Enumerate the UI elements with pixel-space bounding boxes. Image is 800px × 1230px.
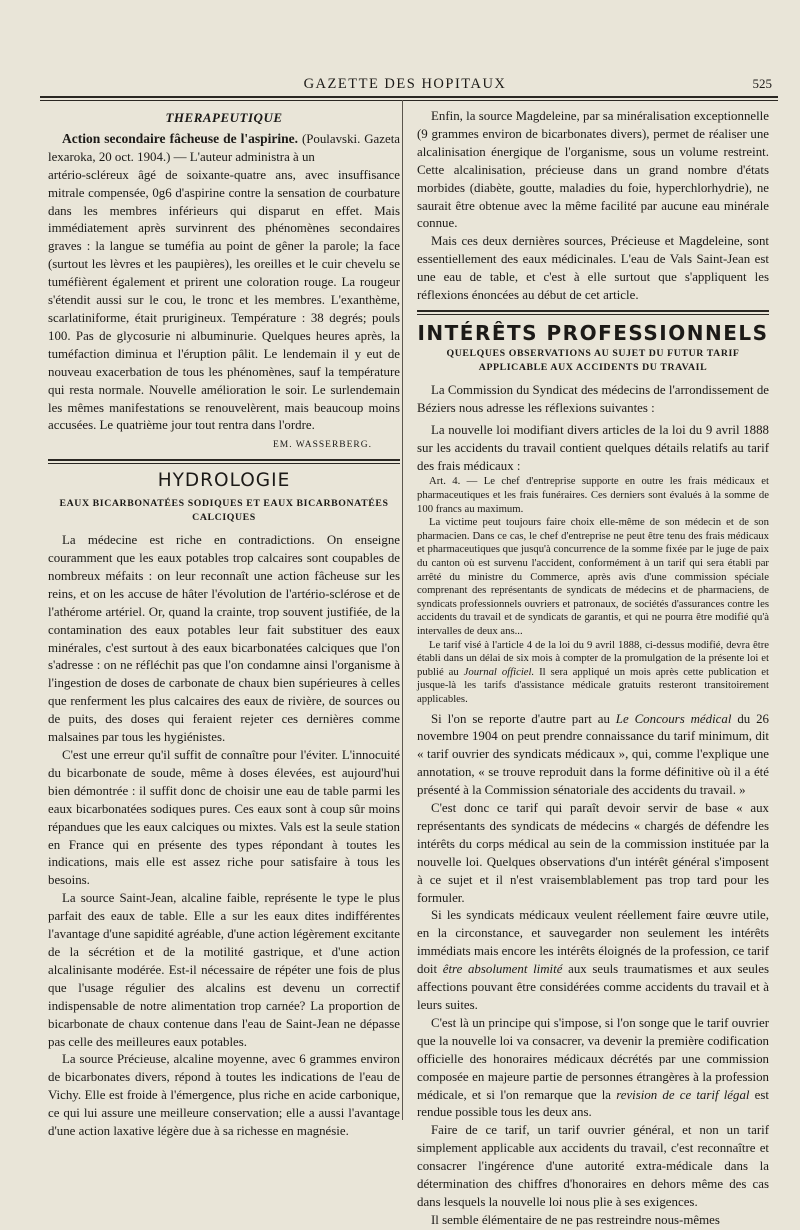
absolument-limite-emphasis: être absolument limité: [442, 962, 563, 977]
concours-medical-ref: Le Concours médical: [615, 711, 732, 726]
section-title-interets: INTÉRÊTS PROFESSIONNELS: [417, 320, 769, 345]
paragraph-concours: Si l'on se reporte d'autre part au Le Concours médical du 26 novembre 1904 on peut prendre connaissance du tarif minimum, dit « tarif ouvrier des syndicats médicaux », qui, comme l'explique une annotation, « se trouve reproduit dans la forme définitive où il a été présenté à la Commission sénatoriale des accidents du travail. »: [417, 711, 769, 798]
page-header-title: GAZETTE DES HOPITAUX: [303, 76, 507, 92]
hydrologie-paragraph-5: Enfin, la source Magdeleine, par sa minéralisation exceptionnelle (9 grammes environ de bicarbonates divers), permet de réaliser une alcalinisation énergique de l'organisme, sous un volume restreint. Cette alcalinisation, précieuse dans un grand nombre d'états morbides (diabète, goutte, maladies du foie, hyperchlorhydrie), ne saurait être obtenue avec la même facilité par aucune eau minérale connue.: [417, 109, 769, 231]
article-aspirine-body: artério-scléreux âgé de soixante-quatre ans, avec insuffisance mitrale compensée, 0g6 d'aspirine contre la sensation de courbature dans les membres inférieurs qui disparut en effet. Mais immédiatement après survinrent des phénomènes secondaires graves : la langue se tuméfia au point de gêner la parole; la face (surtout les lèvres et les paupières), les oreilles et le cuir chevelu se tuméfièrent également et prirent une coloration rouge. La rougeur s'étendit aussi sur le cou, le tronc et les membres. L'exanthème, scarlatiniforme, était prurigineux. Température : 38 degrés; pouls 100. Pas de glycosurie ni albuminurie. Quelques heures après, la tuméfaction diminua et l'éruption pâlit. Le lendemain il y eut de nouveau exacerbation de tous les phénomènes, sauf la température qui resta normale. Nouvelle amélioration le soir. Le surlendemain les mêmes manifestations se renouvelèrent, mais beaucoup moins accusées. Le quatrième jour tout rentra dans l'ordre.: [48, 167, 400, 433]
header-rule: [40, 96, 778, 98]
hydrologie-paragraph-3: La source Saint-Jean, alcaline faible, représente le type le plus parfait des eaux de table. Elle a sur les eaux dites indifférentes l'avantage d'une sapidité agréable, d'une action légèrement excitante de la sécrétion et de la motilité gastrique, et d'une action alcalinisante modérée. Est-il nécessaire de répéter une fois de plus que l'usage régulier des alcalins est devenu un correctif indispensable de notre alimentation trop carnée? La proportion de bicarbonate de chaux contenue dans l'eau de Saint-Jean ne dépasse pas celle des meilleures eaux potables.: [48, 891, 400, 1049]
rubric-therapeutique: THERAPEUTIQUE: [165, 110, 283, 125]
hydrologie-paragraph-1: La médecine est riche en contradictions. On enseigne couramment que les eaux potables trop calcaires sont coupables de nombreux méfaits : on leur reconnaît une action fâcheuse sur les reins, et on les accuse de hâter l'évolution de l'artério-sclérose et de l'athérome artériel. Or, quand la crainte, trop souvent justifiée, de la contamination des eaux potables leur fait substituer des eaux minérales, c'est surtout à des eaux bicarbonatées calciques que l'on s'adresse : on ne réfléchit pas que l'on condamne ainsi l'organisme à l'ingestion de doses de carbonate de chaux bien supérieures à celles que renferment les plus calcaires des eaux de rivière, de sources ou de puits, des doses qui feraient rejeter ces dernières comme malsaines par tous les hygiénistes.: [48, 533, 400, 745]
hydrologie-paragraph-4: La source Précieuse, alcaline moyenne, avec 6 grammes environ de bicarbonates divers, répond à toutes les indications de l'eau de Vichy. Elle est froide à l'émergence, plus riche en acide carbonique, ce qui lui assure une meilleure conservation; elle a aussi l'avantage d'une action laxative légère due à sa richesse en magnésie.: [48, 1052, 400, 1139]
section-rule-thin: [417, 314, 769, 315]
interets-intro-2: La nouvelle loi modifiant divers articles de la loi du 9 avril 1888 sur les accidents du travail contient quelques détails relatifs au tarif des frais médicaux :: [417, 422, 769, 473]
section-rule-thin: [48, 463, 400, 464]
law-quote: [417, 475, 769, 706]
journal-officiel-ref: Journal officiel.: [463, 665, 535, 678]
article-aspirine-title: Action secondaire fâcheuse de l'aspirine.: [62, 130, 299, 146]
header-rule-thin: [40, 100, 778, 101]
revision-tarif-emphasis: revision de ce tarif légal: [616, 1087, 750, 1102]
paragraph-syndicats: Si les syndicats médicaux veulent réellement faire œuvre utile, en la circonstance, et sauvegarder non seulement les intérêts immédiats mais encore les intérêts éloignés de la profession, ce tarif doit être absolument limité aux seuls traumatismes et aux seules affections pouvant être considérées comme accidents du travail et à leurs suites.: [417, 908, 769, 1012]
column-divider: [402, 100, 403, 1120]
interets-subhead: QUELQUES OBSERVATIONS AU SUJET DU FUTUR TARIF APPLICABLE AUX ACCIDENTS DU TRAVAIL: [446, 347, 740, 373]
right-column: [417, 108, 769, 1227]
left-column: [48, 108, 400, 1139]
paragraph-base: C'est donc ce tarif qui paraît devoir servir de base « aux représentants des syndicats de médecins « chargés de défendre les intérêts du corps médical au sein de la commission instituée par la nouvelle loi. Quelques observations d'un intérêt général s'imposent à ce sujet et il n'est vraisemblablement pas trop tard pour les formuler.: [417, 801, 769, 905]
hydrologie-paragraph-6: Mais ces deux dernières sources, Précieuse et Magdeleine, sont essentiellement des eaux médicinales. L'eau de Vals Saint-Jean est une eau de table, et c'est à elle surtout que s'appliquent les réflexions énoncées au début de cet article.: [417, 234, 769, 303]
section-rule: [417, 310, 769, 312]
law-quote-victime: La victime peut toujours faire choix elle-même de son médecin et de son pharmacien. Dans ce cas, le chef d'entreprise ne peut être tenu des frais médicaux et pharmaceutiques que jusqu'à concurrence de la somme fixée par le juge de paix du canton où est survenu l'accident, conformément à un tarif qui sera établi par arrêté du ministre du Commerce, après avis d'une commission spéciale comprenant des représentants de syndicats de médecins et de pharmaciens, de syndicats professionnels ouvriers et patronaux, de sociétés d'assurances contre les accidents du travail et de syndicats de garantis, et qui ne pourra être modifié qu'à intervalles de deux ans...: [417, 516, 769, 637]
law-quote-art4: Art. 4. — Le chef d'entreprise supporte en outre les frais médicaux et pharmaceutiques et les frais funéraires. Ces derniers sont évalués à la somme de 100 francs au maximum.: [417, 475, 769, 515]
paragraph-faire: Faire de ce tarif, un tarif ouvrier général, et non un tarif simplement applicable aux accidents du travail, c'est reconnaître et consacrer l'ingérence d'une autorité extra-médicale dans la détermination des chiffres d'honoraires en dehors même des cas dans lesquels la nouvelle loi nous plie à ses exigences.: [417, 1123, 769, 1209]
section-title-hydrologie: HYDROLOGIE: [157, 470, 291, 492]
hydrologie-subhead: EAUX BICARBONATÉES SODIQUES ET EAUX BICARBONATÉES CALCIQUES: [59, 498, 389, 524]
section-rule: [48, 459, 400, 461]
article-aspirine-source: (Poulavski. Gazeta lexaroka, 20 oct. 1904.) — L'auteur administra à un: [48, 131, 400, 164]
hydrologie-paragraph-2: C'est une erreur qu'il suffit de connaître pour l'éviter. L'innocuité du bicarbonate de soude, même à doses élevées, est aujourd'hui bien démontrée : il suffit donc de choisir une eau de table parmi les eaux bicarbonatées sodiques pures. Ces eaux sont à coup sûr moins répandues que les eaux calciques ou mixtes. Vals est la seule station en France qui en présente des types répondant à toutes les indications, mais elle est assez riche pour satisfaire à tous les besoins.: [48, 748, 400, 888]
article-aspirine-head: [48, 130, 400, 167]
law-quote-tarif: Le tarif visé à l'article 4 de la loi du 9 avril 1888, ci-dessus modifié, devra être établi dans un délai de six mois à compter de la promulgation de la présente loi et publié au Journal officiel. Il sera appliqué un mois après cette publication et jusque-là les tarifs d'assistance médicale gratuits resteront transitoirement applicables.: [417, 638, 769, 705]
page-number: 525: [752, 76, 772, 91]
paragraph-last: Il semble élémentaire de ne pas restreindre nous-mêmes: [431, 1212, 720, 1227]
interets-intro-1: La Commission du Syndicat des médecins de l'arrondissement de Béziers nous adresse les réflexions suivantes :: [417, 382, 769, 415]
article-aspirine-signature: EM. WASSERBERG.: [272, 440, 372, 451]
paragraph-principe: C'est là un principe qui s'impose, si l'on songe que le tarif ouvrier que la nouvelle loi va consacrer, va devenir la première codification officielle des honoraires médicaux décrétés par une commission composée en majeure partie de personnes étrangères à la profession médicale, et si l'on remarque que la revision de ce tarif légal est rendue possible tous les deux ans.: [417, 1015, 769, 1120]
